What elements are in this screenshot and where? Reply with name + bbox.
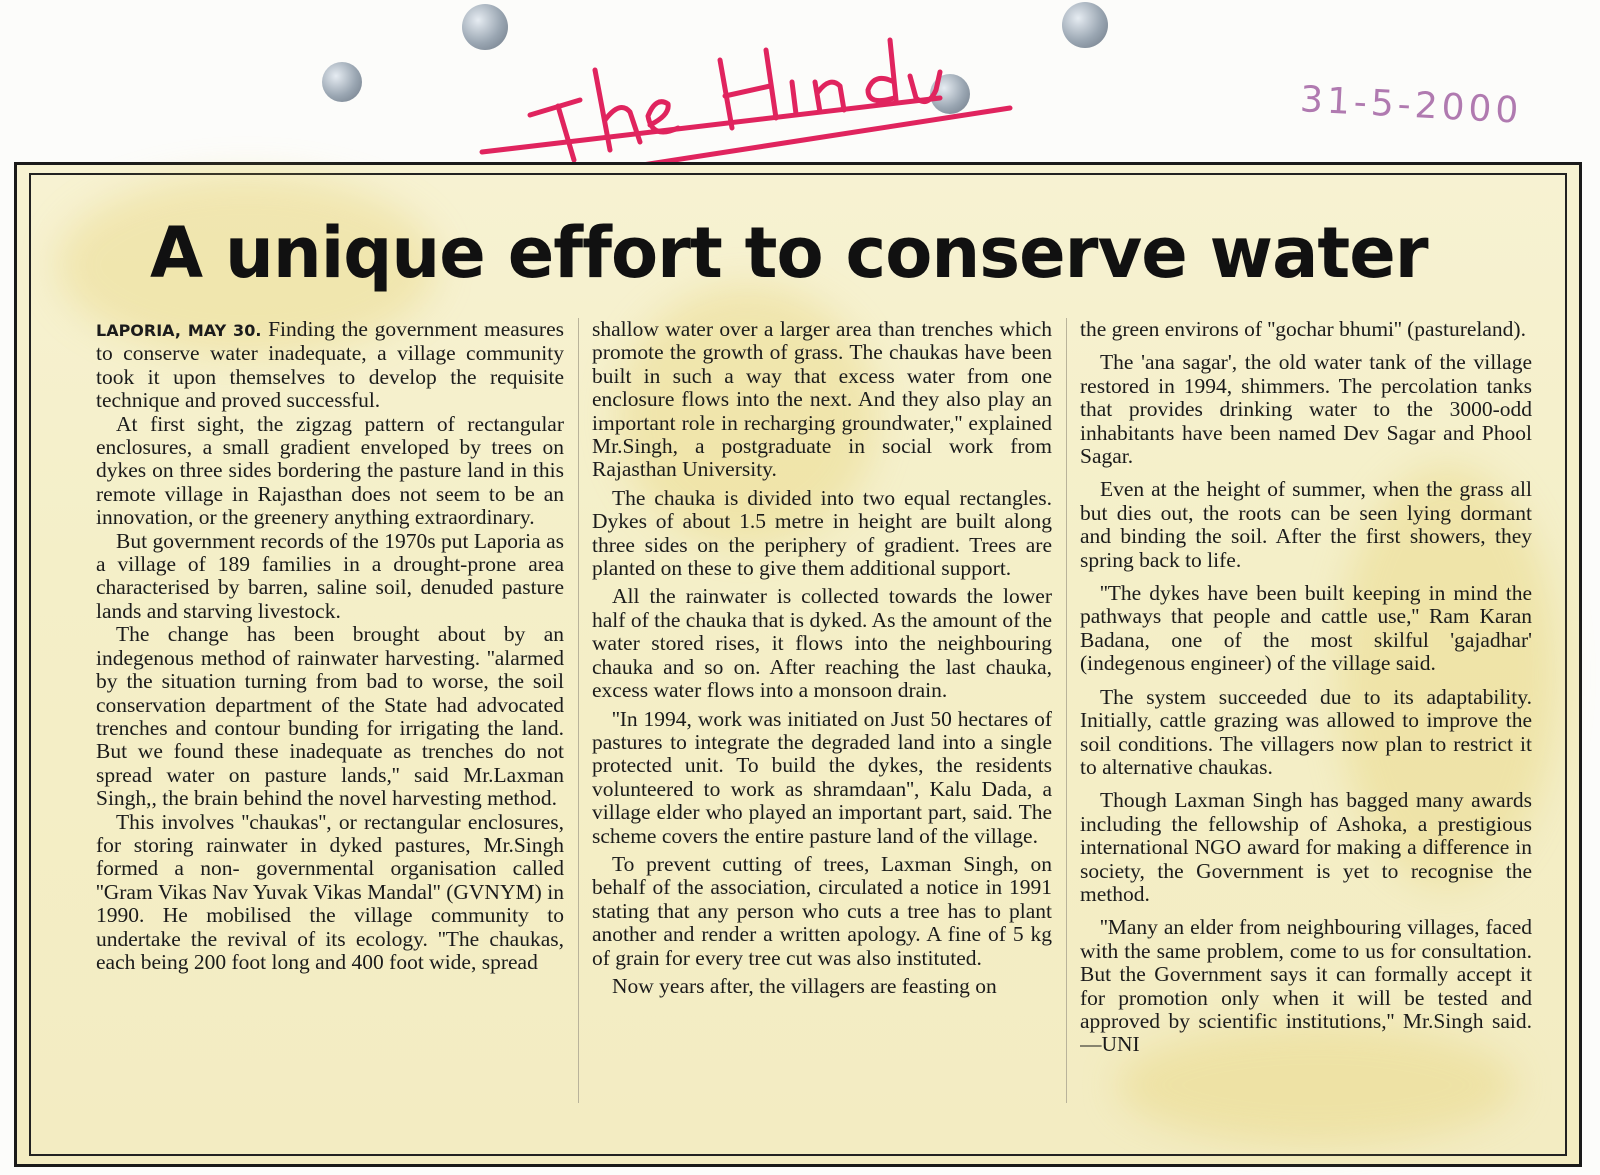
column-divider [1066,318,1067,1103]
article-headline: A unique effort to conserve water [150,212,1428,294]
article-paragraph: ''In 1994, work was initiated on Just 50 hectares of pastures to integrate the degraded land into a single protected unit. To build the dykes, the residents volunteered to work as shramdaan'', Kalu Dada, a village elder who played an important part, said. The scheme covers the entire pasture land of the village. [592,706,1052,848]
article-paragraph: This involves ''chaukas'', or rectangular enclosures, for storing rainwater in dyked pastures, Mr.Singh formed a non- governmental organisation called ''Gram Vikas Nav Yuvak Vikas Mandal'' (GVNYM) in 1990. He mobilised the village community to undertake the revival of its ecology. ''The chaukas, each being 200 foot long and 400 foot wide, spread [96,809,564,974]
article-paragraph: ''Many an elder from neighbouring villages, faced with the same problem, come to us for consultation. But the Government says it can formally accept it for promotion only when it will be tested and approved by scientific institutions,'' Mr.Singh said.—UNI [1080,915,1532,1057]
article-paragraph: Now years after, the villagers are feasting on [612,973,997,998]
handwritten-date: 31-5-2000 [1299,79,1524,132]
article-paragraph: All the rainwater is collected towards the lower half of the chauka that is dyked. As the amount of the water stored rises, it flows into the neighbouring chauka and so on. After reaching the last chauka, excess water flows into a monsoon drain. [592,584,1052,703]
push-pin-icon [322,62,362,102]
push-pin-icon [1062,2,1108,48]
handwritten-masthead [470,20,1030,170]
article-paragraph: The system succeeded due to its adaptability. Initially, cattle grazing was allowed to improve the soil conditions. The villagers now plan to restrict it to alternative chaukas. [1080,684,1532,779]
dateline: LAPORIA, MAY 30. [96,321,262,340]
article-paragraph: Though Laxman Singh has bagged many awards including the fellowship of Ashoka, a prestigious international NGO award for making a difference in society, the Government is yet to recognise the method. [1080,788,1532,906]
article-paragraph: shallow water over a larger area than trenches which promote the growth of grass. The chaukas have been built in such a way that excess water from one enclosure flows into the next. And they also play an important role in recharging groundwater,'' explained Mr.Singh, a postgraduate in social work from Rajasthan University. [592,318,1052,482]
article-paragraph: At first sight, the zigzag pattern of rectangular enclosures, a small gradient enveloped by trees on dykes on three sides bordering the pasture land in this remote village in Rajasthan does not seem to be an innovation, or the greenery anything extraordinary. [96,411,564,530]
article-paragraph: the green environs of ''gochar bhumi'' (pastureland). [1080,318,1526,341]
article-column-1 [96,318,564,1108]
article-paragraph: ''The dykes have been built keeping in mind the pathways that people and cattle use,'' Ram Karan Badana, one of the most skilful 'gajadhar' (indegenous engineer) of the village said. [1080,581,1532,676]
column-divider [578,318,579,1103]
article-paragraph: The 'ana sagar', the old water tank of the village restored in 1994, shimmers. The percolation tanks that provides drinking water to the 3000-odd inhabitants have been named Dev Sagar and Phool Sagar. [1080,350,1532,469]
article-column-2 [592,318,1052,1108]
article-paragraph: LAPORIA, MAY 30. Finding the government measures to conserve water inadequate, a village community took it upon themselves to develop the requisite technique and proved successful. [96,318,564,413]
article-column-3 [1080,318,1532,1108]
article-paragraph: Even at the height of summer, when the grass all but dies out, the roots can be seen lying dormant and binding the soil. After the first showers, they spring back to life. [1080,477,1532,572]
article-paragraph: To prevent cutting of trees, Laxman Singh, on behalf of the association, circulated a notice in 1991 stating that any person who cuts a tree has to plant another and render a written apology. A fine of 5 kg of grain for every tree cut was also instituted. [592,851,1052,970]
article-paragraph: The chauka is divided into two equal rectangles. Dykes of about 1.5 metre in height are built along three sides on the periphery of gradient. Trees are planted on these to give them additional support. [592,485,1052,581]
article-paragraph: But government records of the 1970s put Laporia as a village of 189 families in a drought-prone area characterised by barren, saline soil, denuded pasture lands and starving livestock. [96,528,564,623]
article-paragraph: The change has been brought about by an indegenous method of rainwater harvesting. ''alarmed by the situation turning from bad to worse, the soil conservation department of the State had advocated trenches and contour bunding for irrigating the land. But we found these inadequate as trenches do not spread water on pasture lands,'' said Mr.Laxman Singh,, the brain behind the novel harvesting method. [96,622,564,811]
